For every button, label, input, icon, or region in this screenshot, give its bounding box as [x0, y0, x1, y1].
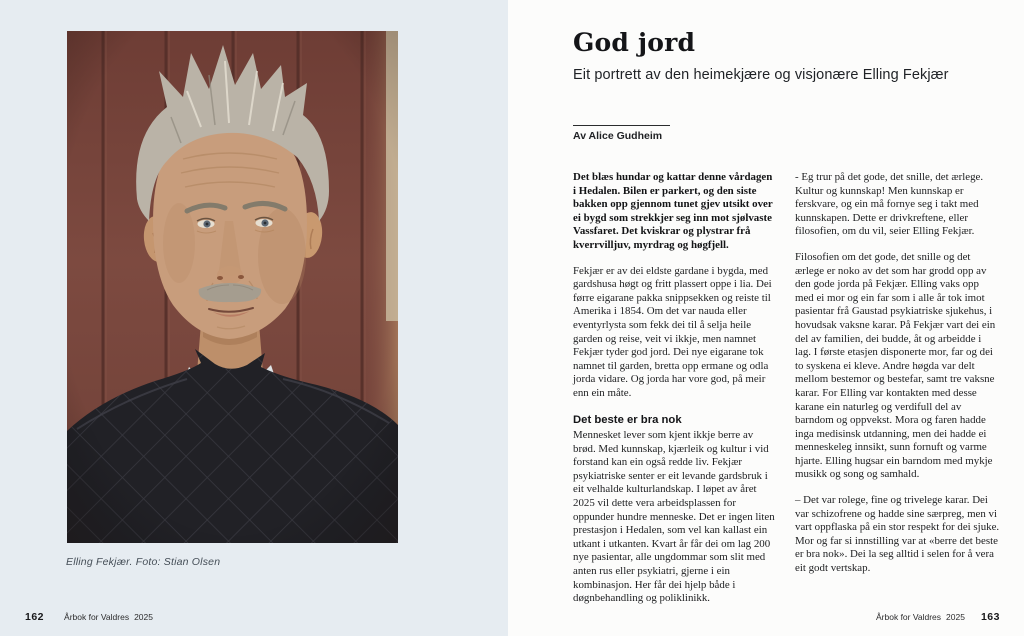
publication-name: Årbok for Valdres — [876, 612, 942, 622]
body-paragraph: Fekjær er av dei eldste gardane i bygda, med gardshusa høgt og fritt plassert oppe i lia. Dei førre eigarane pakka snippsekken og reiste til Amerika i 1854. Om det var nauda eller eventyrlysta som fekk dei til å selja heile garden og reise, veit vi ikkje, men namnet Fekjær tyder god jord. Dei nye eigarane tok namnet til garden, bretta opp ermane og odla jorda vidare. Og jorda har vore god, på meir enn ein måte. — [573, 264, 772, 399]
body-paragraph: - Eg trur på det gode, det snille, det ærlege. Kultur og kunnskap! Men kunnskap er ferskvare, og ein må fornye seg i takt med kunnskapen. Dette er drivkreftene, eller filosofien, om du vil, seier Elling Fekjær. — [795, 171, 984, 238]
article-subtitle: Eit portrett av den heimekjære og visjonære Elling Fekjær — [573, 67, 949, 83]
publication-year: 2025 — [134, 612, 153, 622]
byline: Av Alice Gudheim — [573, 125, 670, 142]
photo-caption: Elling Fekjær. Foto: Stian Olsen — [66, 556, 221, 568]
body-paragraph: – Det var rolege, fine og trivelege karar. Dei var schizofrene og hadde sine særpreg, men vi vart oppflaska på ein stor respekt for dei sjuke. Mor og far si innstilling var at «berre det beste er bra nok». Dei la seg alltid i selen for å vera eit godt vertskap. — [795, 494, 1000, 575]
page-number-left: 162 — [25, 611, 45, 623]
portrait-photo — [67, 31, 398, 543]
column-1 — [573, 171, 778, 618]
body-paragraph: Mennesket lever som kjent ikkje berre av brød. Med kunnskap, kjærleik og kultur i vid forstand kan ein også redde liv. Fekjær psykiatriske senter er eit levande gardsbruk i eit velhalde kulturlandskap. I løpet av året 2025 vil dette vera arbeidsplassen for oppunder hundre menneske. Det er ingen liten prestasjon i Hedalen, som vel kan kallast ein utkant i utkanten. Kvart år får dei om lag 200 nye pasientar, alle ungdommar som slit med anten rus eller psykiatri, gjerne i ein kombinasjon. Her får dei hjelp både i døgnbehandling og poliklinikk. — [573, 429, 775, 605]
portrait-photo-image — [67, 31, 398, 543]
article-title: God jord — [573, 28, 696, 57]
lead-paragraph: Det blæs hundar og kattar denne vårdagen i Hedalen. Bilen er parkert, og den siste bakken opp gjennom tunet gjev utsikt over ei bygd som strekkjer seg inn mot sjølvaste Vassfaret. Det kviskrar og plystrar frå kverrvilljuv, myrdrag og høgfjell. — [573, 171, 773, 251]
footer-right — [876, 611, 1000, 623]
article-body — [573, 171, 1000, 618]
section-heading: Det beste er bra nok — [573, 413, 682, 426]
footer-left — [25, 611, 153, 623]
column-2 — [795, 171, 1000, 618]
publication-name: Årbok for Valdres — [64, 612, 130, 622]
page-right — [508, 0, 1024, 636]
body-paragraph: Filosofien om det gode, det snille og det ærlege er noko av det som har grodd opp av den gode jorda på Fekjær. Elling vaks opp med ei mor og ein far som i alle år tok imot pasientar frå Gaustad psykiatriske sjukehus, i hovudsak vaksne karar. På Fekjær vart dei ein del av familien, dei budde, åt og arbeidde i lag. I første etasjen disponerte mor, far og dei to syskena ei kleve. Andre høgda var delt mellom bestemor og bestefar, samt tre vaksne karar. For Elling var kontakten med desse karane ein naturleg og verdifull del av barndom og oppvekst. Mora og faren hadde inga medisinsk utdanning, men dei hadde ei menneskeleg innsikt, sunn fornuft og varme hjarte. Elling hugsar ein barndom med mykje musikk og song og samhald. — [795, 250, 996, 481]
page-left — [0, 0, 508, 636]
publication-year: 2025 — [946, 612, 965, 622]
page-number-right: 163 — [980, 611, 1000, 623]
